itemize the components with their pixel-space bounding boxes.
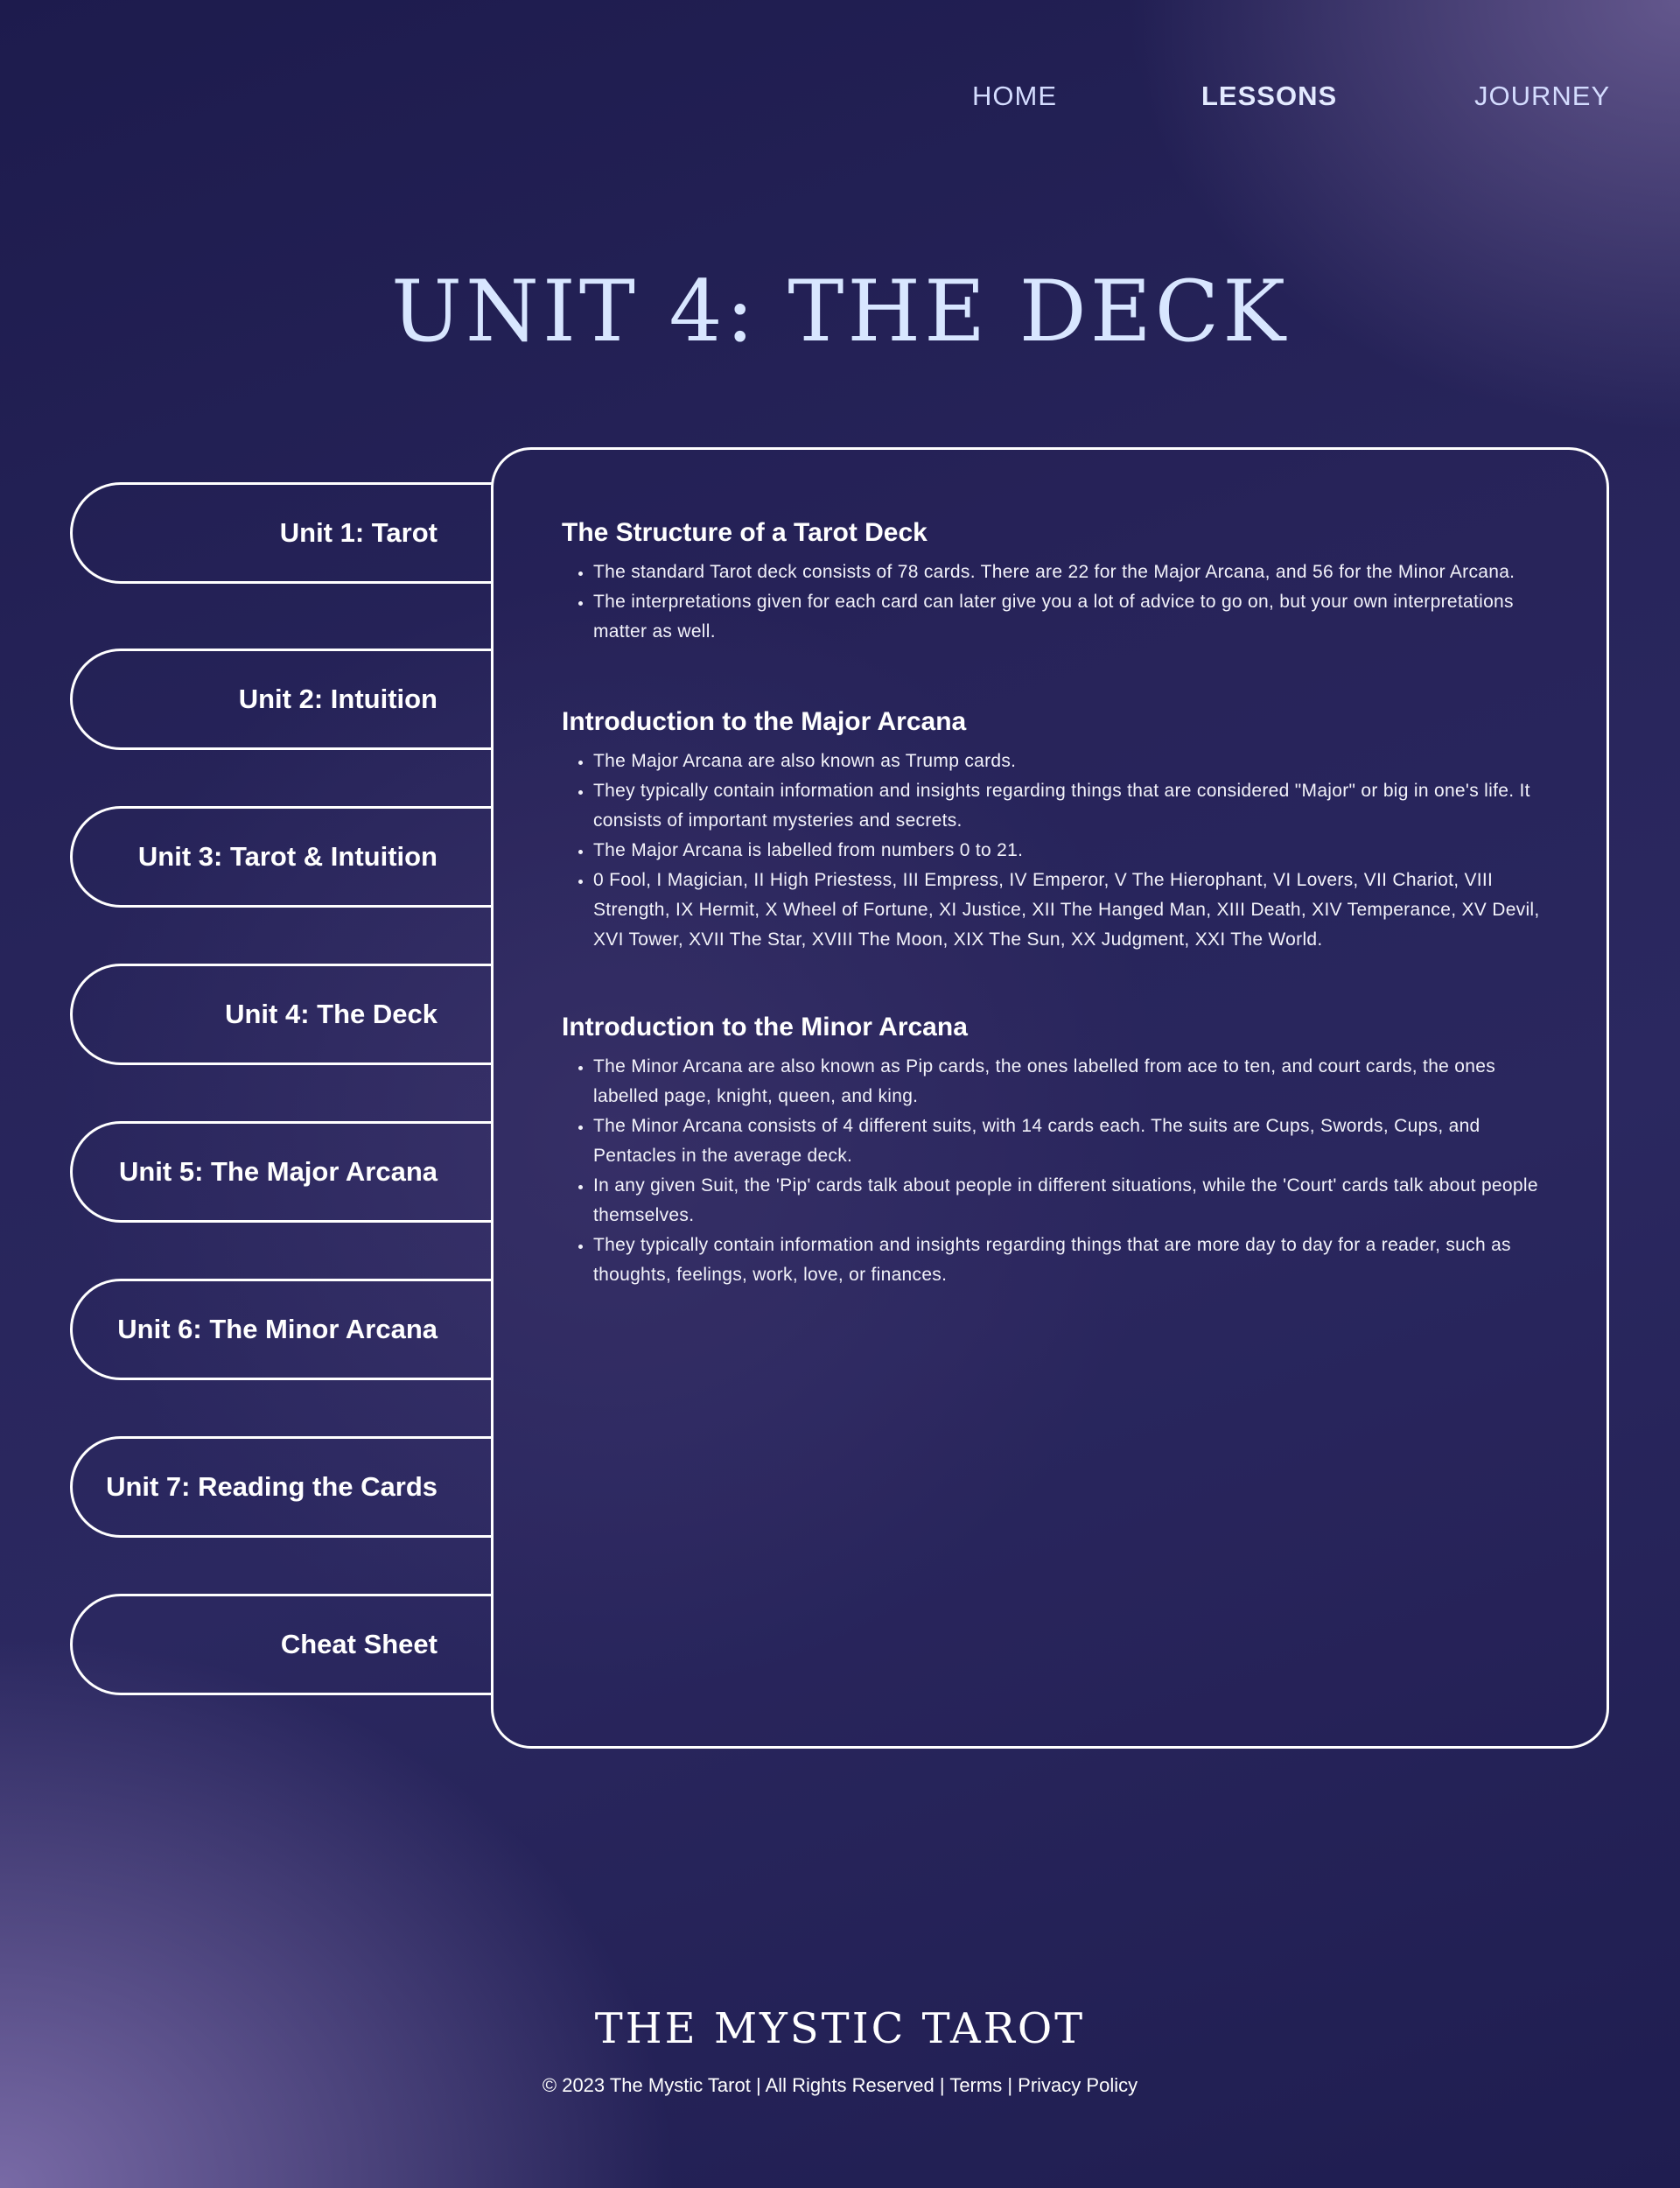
section-major-arcana (562, 706, 1542, 955)
footer-separator: | (1007, 2074, 1013, 2096)
sidebar-item-unit-6[interactable] (70, 1279, 492, 1380)
section-heading: Introduction to the Major Arcana (562, 707, 967, 736)
sidebar-item-label: Unit 1: Tarot (279, 517, 438, 548)
list-item: • In any given Suit, the 'Pip' cards talk about people in different situations, while the 'Court' cards talk about people themselves. (593, 1171, 1542, 1231)
sidebar-item-label: Unit 3: Tarot & Intuition (137, 841, 438, 872)
bullet-list (562, 558, 1542, 647)
list-item: • The standard Tarot deck consists of 78 cards. There are 22 for the Major Arcana, and 56 for the Minor Arcana. (593, 558, 1542, 587)
top-nav (0, 81, 1680, 116)
terms-link[interactable]: Terms (949, 2074, 1003, 2096)
sidebar-item-cheat-sheet[interactable] (70, 1594, 492, 1695)
section-heading: The Structure of a Tarot Deck (562, 518, 928, 547)
list-item: • The Major Arcana is labelled from numbers 0 to 21. (593, 836, 1542, 866)
sidebar-item-unit-2[interactable] (70, 649, 492, 750)
nav-home-link[interactable]: HOME (972, 81, 1057, 111)
section-minor-arcana (562, 1012, 1542, 1290)
sidebar-item-label: Unit 7: Reading the Cards (106, 1471, 438, 1502)
footer-bar (0, 2074, 1680, 2097)
section-heading: Introduction to the Minor Arcana (562, 1013, 968, 1041)
copyright-text: © 2023 The Mystic Tarot | All Rights Reserved | (542, 2074, 945, 2096)
list-item: • The Minor Arcana consists of 4 different suits, with 14 cards each. The suits are Cups, Swords, Cups, and Pentacles in the average deck. (593, 1112, 1542, 1171)
bullet-list (562, 747, 1542, 955)
section-structure (562, 517, 1542, 647)
list-item: • 0 Fool, I Magician, II High Priestess, III Empress, IV Emperor, V The Hierophant, VI Lovers, VII Chariot, VIII Strength, IX Hermit, X Wheel of Fortune, XI Justice, XII The Hanged Man, XIII Death, XIV Temperance, XV Devil, XVI Tower, XVII The Star, XVIII The Moon, XIX The Sun, XX Judgment, XXI The World. (593, 866, 1542, 955)
sidebar-item-unit-3[interactable] (70, 806, 492, 908)
sidebar-item-label: Unit 5: The Major Arcana (118, 1156, 438, 1187)
nav-lessons-link[interactable]: LESSONS (1201, 81, 1338, 111)
bullet-list (562, 1052, 1542, 1290)
sidebar-item-unit-4[interactable] (70, 964, 492, 1065)
list-item: • They typically contain information and insights regarding things that are more day to day for a reader, such as thoughts, feelings, work, love, or finances. (593, 1231, 1542, 1290)
page-title: UNIT 4: THE DECK (391, 263, 1289, 361)
sidebar-item-label: Unit 4: The Deck (225, 999, 438, 1029)
sidebar-item-label: Cheat Sheet (280, 1629, 438, 1659)
lesson-content-panel (491, 447, 1609, 1749)
list-item: • The interpretations given for each card can later give you a lot of advice to go on, but your own interpretations matter as well. (593, 587, 1542, 647)
privacy-policy-link[interactable]: Privacy Policy (1018, 2074, 1138, 2096)
sidebar-item-unit-5[interactable] (70, 1121, 492, 1223)
sidebar-item-unit-7[interactable] (70, 1436, 492, 1538)
list-item: • The Major Arcana are also known as Trump cards. (593, 747, 1542, 776)
sidebar-item-label: Unit 2: Intuition (238, 684, 438, 714)
nav-journey-link[interactable]: JOURNEY (1474, 81, 1611, 111)
footer-logo: THE MYSTIC TAROT (594, 2004, 1086, 2053)
list-item: • The Minor Arcana are also known as Pip cards, the ones labelled from ace to ten, and court cards, the ones labelled page, knight, queen, and king. (593, 1052, 1542, 1112)
list-item: • They typically contain information and insights regarding things that are considered "Major" or big in one's life. It consists of important mysteries and secrets. (593, 776, 1542, 836)
sidebar-item-unit-1[interactable] (70, 482, 492, 584)
sidebar-item-label: Unit 6: The Minor Arcana (117, 1314, 438, 1344)
